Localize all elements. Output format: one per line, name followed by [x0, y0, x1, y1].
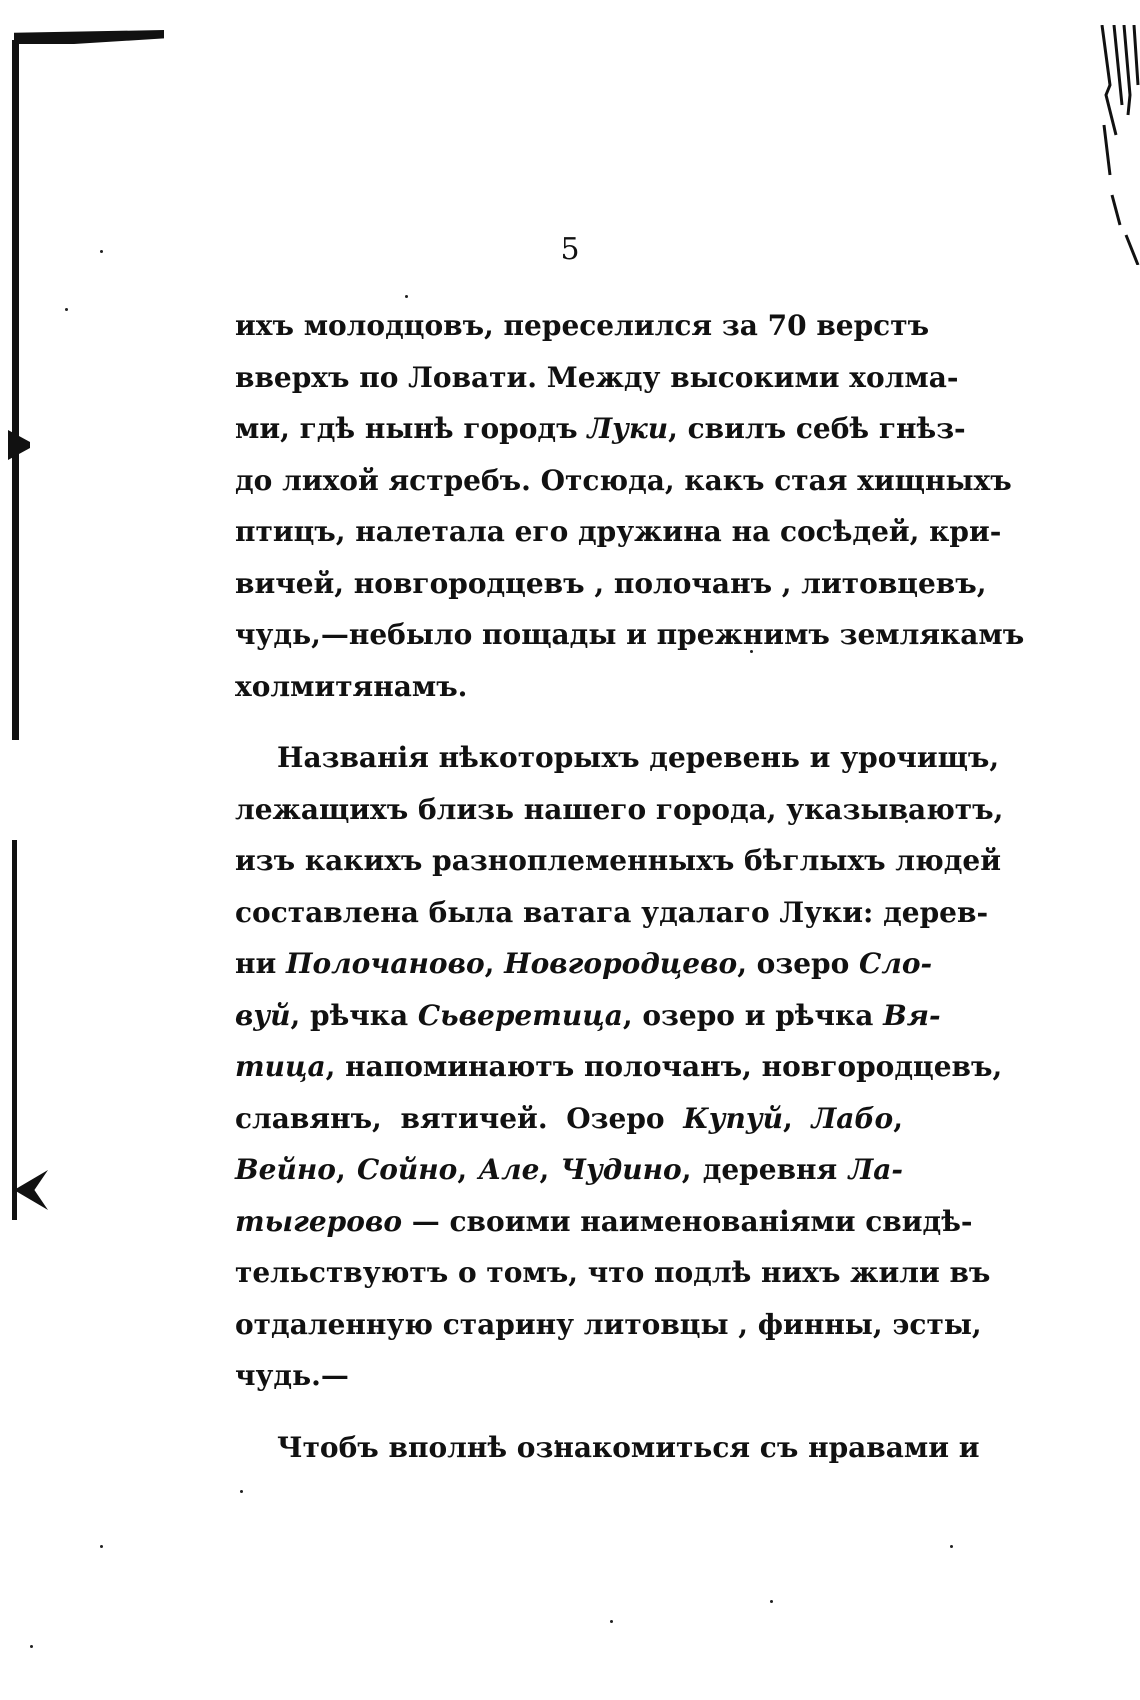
- text-run: Названія нѣкоторыхъ деревень и урочищъ,: [277, 741, 1000, 774]
- scan-edge-top: [14, 30, 164, 44]
- speck: [770, 1600, 773, 1603]
- text-line: [235, 938, 933, 990]
- speck: [100, 1545, 103, 1548]
- text-run: составлена была ватага удалаго Луки: дерев-: [235, 895, 989, 929]
- text-line: [235, 403, 966, 455]
- speck: [610, 1620, 613, 1623]
- page-number: 5: [560, 232, 580, 267]
- italic-name: Лабо: [811, 1101, 894, 1135]
- text-run: ихъ молодцовъ, переселился за 70 верстъ: [235, 309, 930, 342]
- text-line: [235, 1093, 903, 1145]
- text-run: чудь,—небыло пощады и прежнимъ землякамъ: [235, 618, 1025, 651]
- text-line: [235, 1196, 973, 1248]
- speck: [240, 1490, 243, 1493]
- text-run: лежащихъ близь нашего города, указываютъ,: [235, 792, 1004, 826]
- text-run: , озеро: [737, 947, 860, 980]
- text-line: [235, 609, 1025, 661]
- text-line: [235, 784, 1004, 836]
- italic-name: Чудино: [560, 1153, 682, 1186]
- text-run: Чтобъ вполнѣ ознакомиться съ нравами и: [277, 1430, 980, 1464]
- scan-edge-notch-lower: [14, 1170, 48, 1210]
- text-line: [235, 558, 987, 610]
- text-run: славянъ, вятичей. Озеро: [235, 1101, 684, 1135]
- text-line: [235, 300, 930, 352]
- text-run: , озеро и рѣчка: [622, 998, 884, 1032]
- text-line: [235, 455, 1012, 507]
- text-run: ,: [539, 1153, 561, 1186]
- text-run: ,: [782, 1101, 812, 1135]
- text-run: чудь.—: [235, 1359, 349, 1392]
- text-line: [235, 990, 941, 1042]
- italic-name: Ла-: [848, 1153, 903, 1186]
- text-run: — своими наименованіями свидѣ-: [402, 1204, 973, 1238]
- italic-name: Вейно: [235, 1153, 336, 1186]
- text-line: [235, 661, 903, 713]
- italic-name: Але: [478, 1153, 540, 1186]
- paragraph-gap: [235, 1402, 903, 1422]
- text-run: ,: [335, 1153, 357, 1186]
- speck: [405, 295, 408, 298]
- text-run: вичей, новгородцевъ , полочанъ , литовцевъ,: [235, 566, 987, 600]
- body-text: [235, 300, 1025, 1473]
- text-line: [235, 1247, 991, 1299]
- text-line: [235, 835, 1002, 887]
- text-run: , рѣчка: [290, 998, 418, 1032]
- speck: [30, 1645, 33, 1648]
- paragraph: [235, 732, 1004, 1402]
- italic-name: Сойно: [356, 1153, 458, 1186]
- text-run: , деревня: [681, 1153, 849, 1186]
- italic-name: тица: [235, 1050, 326, 1083]
- text-run: ни: [235, 947, 287, 980]
- text-run: холмитянамъ.: [235, 669, 468, 703]
- scan-edge-left-lower: [12, 840, 17, 1220]
- text-run: , свилъ себѣ гнѣз-: [668, 412, 966, 445]
- italic-name: вуй: [235, 998, 291, 1032]
- text-run: , напоминаютъ полочанъ, новгородцевъ,: [325, 1050, 1003, 1083]
- text-run: изъ какихъ разноплеменныхъ бѣглыхъ людей: [235, 844, 1002, 877]
- text-run: отдаленную старину литовцы , финны, эсты,: [235, 1307, 982, 1341]
- text-line: [235, 506, 1002, 558]
- text-run: птицъ, налетала его дружина на сосѣдей, кри-: [235, 515, 1002, 548]
- text-run: ,: [484, 947, 505, 980]
- italic-name: Вя-: [883, 998, 941, 1032]
- scan-edge-left: [12, 40, 19, 740]
- text-run: ,: [457, 1153, 479, 1186]
- text-line: [235, 1350, 903, 1402]
- text-run: тельствуютъ о томъ, что подлѣ нихъ жили въ: [235, 1256, 991, 1289]
- text-run: до лихой ястребъ. Отсюда, какъ стая хищныхъ: [235, 463, 1012, 497]
- italic-name: Купуй: [683, 1101, 783, 1135]
- italic-name: тыгерово: [235, 1204, 403, 1238]
- text-line: [235, 732, 1000, 784]
- text-line: [235, 1144, 903, 1196]
- text-run: вверхъ по Ловати. Между высокими холма-: [235, 360, 959, 394]
- paragraph: [235, 1422, 980, 1474]
- speck: [950, 1545, 953, 1548]
- text-line: [235, 1041, 1003, 1093]
- scan-edge-notch: [8, 430, 30, 460]
- scan-edge-right: [1100, 25, 1140, 265]
- text-run: ми, гдѣ нынѣ городъ: [235, 412, 588, 445]
- speck: [65, 308, 68, 311]
- text-line: [235, 1299, 982, 1351]
- italic-name: Луки: [587, 412, 669, 445]
- paragraph-gap: [235, 712, 903, 732]
- italic-name: Сло-: [859, 947, 933, 980]
- text-line: [235, 1422, 980, 1474]
- text-line: [235, 352, 959, 404]
- italic-name: Сьверетица: [417, 998, 623, 1032]
- text-run: ,: [893, 1101, 903, 1135]
- italic-name: Новгородцево: [504, 947, 738, 980]
- italic-name: Полочаново: [286, 947, 485, 980]
- text-line: [235, 887, 989, 939]
- paragraph: [235, 300, 1025, 712]
